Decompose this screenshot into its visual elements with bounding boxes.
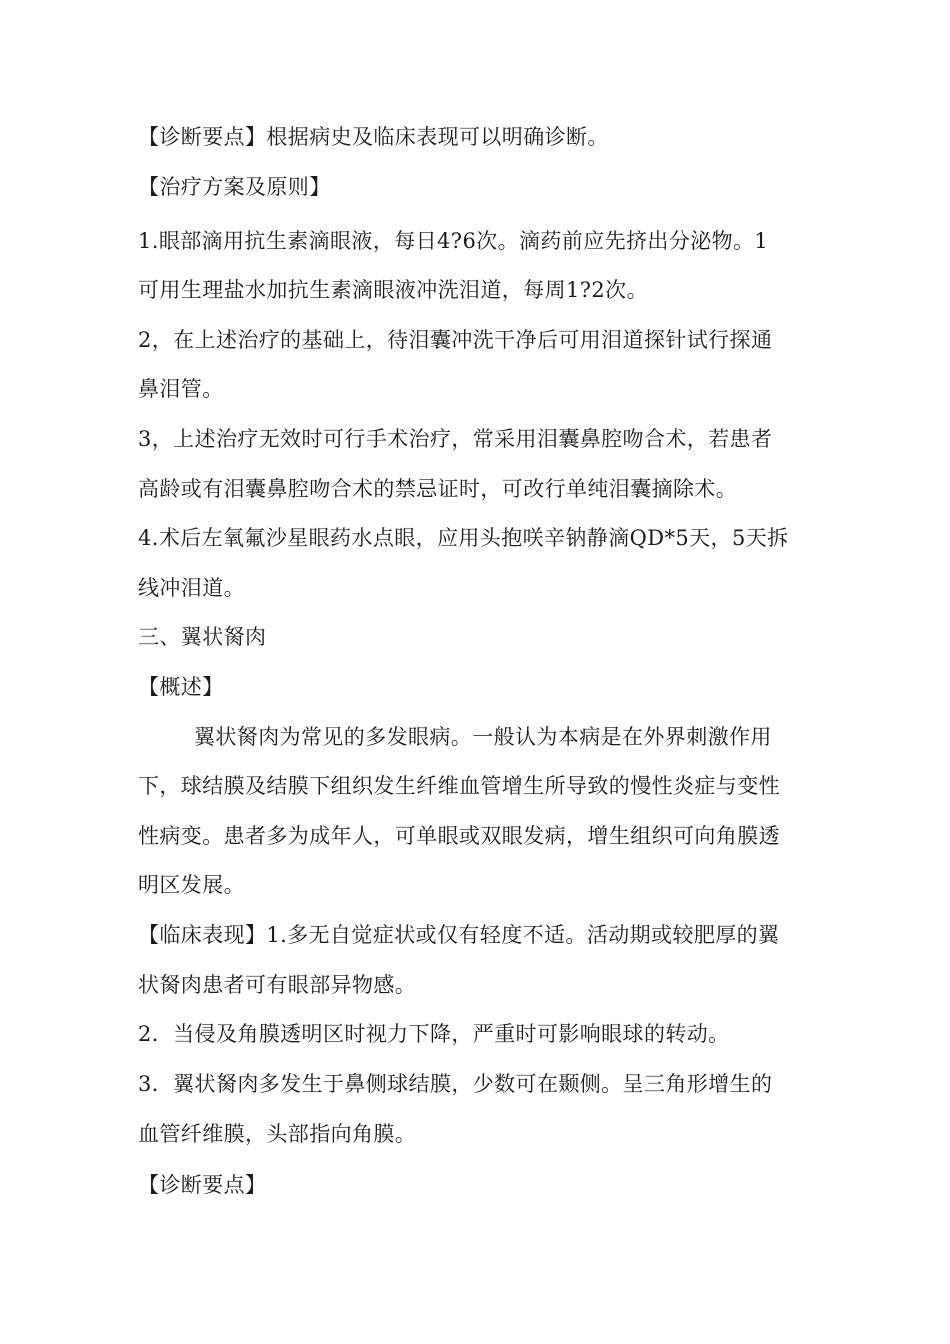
- text-line: 3，上述治疗无效时可行手术治疗，常采用泪囊鼻腔吻合术，若患者: [138, 427, 773, 451]
- text-line: 1.眼部滴用抗生素滴眼液，每日4?6次。滴药前应先挤出分泌物。1: [138, 229, 769, 253]
- section-heading: 【治疗方案及原则】: [138, 175, 331, 199]
- text-line: 下，球结膜及结膜下组织发生纤维血管增生所导致的慢性炎症与变性: [138, 774, 780, 798]
- text-line: 线冲泪道。: [138, 576, 245, 600]
- text-line: 【诊断要点】根据病史及临床表现可以明确诊断。: [138, 125, 609, 149]
- text-line: 状胬肉患者可有眼部异物感。: [138, 973, 417, 997]
- text-line: 4.术后左氧氟沙星眼药水点眼，应用头抱咲辛钠静滴QD*5天，5天拆: [138, 526, 789, 550]
- text-line: 可用生理盐水加抗生素滴眼液冲洗泪道，每周1?2次。: [138, 278, 648, 302]
- text-line: 血管纤维膜，头部指向角膜。: [138, 1122, 417, 1146]
- section-heading: 三、翼状胬肉: [138, 625, 267, 649]
- text-line: 3．翼状胬肉多发生于鼻侧球结膜，少数可在颞侧。呈三角形增生的: [138, 1072, 773, 1096]
- text-line: 2，在上述治疗的基础上，待泪囊冲洗干净后可用泪道探针试行探通: [138, 328, 773, 352]
- text-line: 2．当侵及角膜透明区时视力下降，严重时可影响眼球的转动。: [138, 1022, 730, 1046]
- text-line: 高龄或有泪囊鼻腔吻合术的禁忌证时，可改行单纯泪囊摘除术。: [138, 477, 738, 501]
- text-line: 性病变。患者多为成年人，可单眼或双眼发病，增生组织可向角膜透: [138, 824, 780, 848]
- text-line: 明区发展。: [138, 873, 245, 897]
- text-line: 鼻泪管。: [138, 377, 224, 401]
- section-heading: 【概述】: [138, 675, 224, 699]
- text-line: 【临床表现】1.多无自觉症状或仅有轻度不适。活动期或较肥厚的翼: [138, 923, 780, 947]
- section-heading: 【诊断要点】: [138, 1173, 267, 1197]
- text-line: 翼状胬肉为常见的多发眼病。一般认为本病是在外界刺激作用: [194, 725, 772, 749]
